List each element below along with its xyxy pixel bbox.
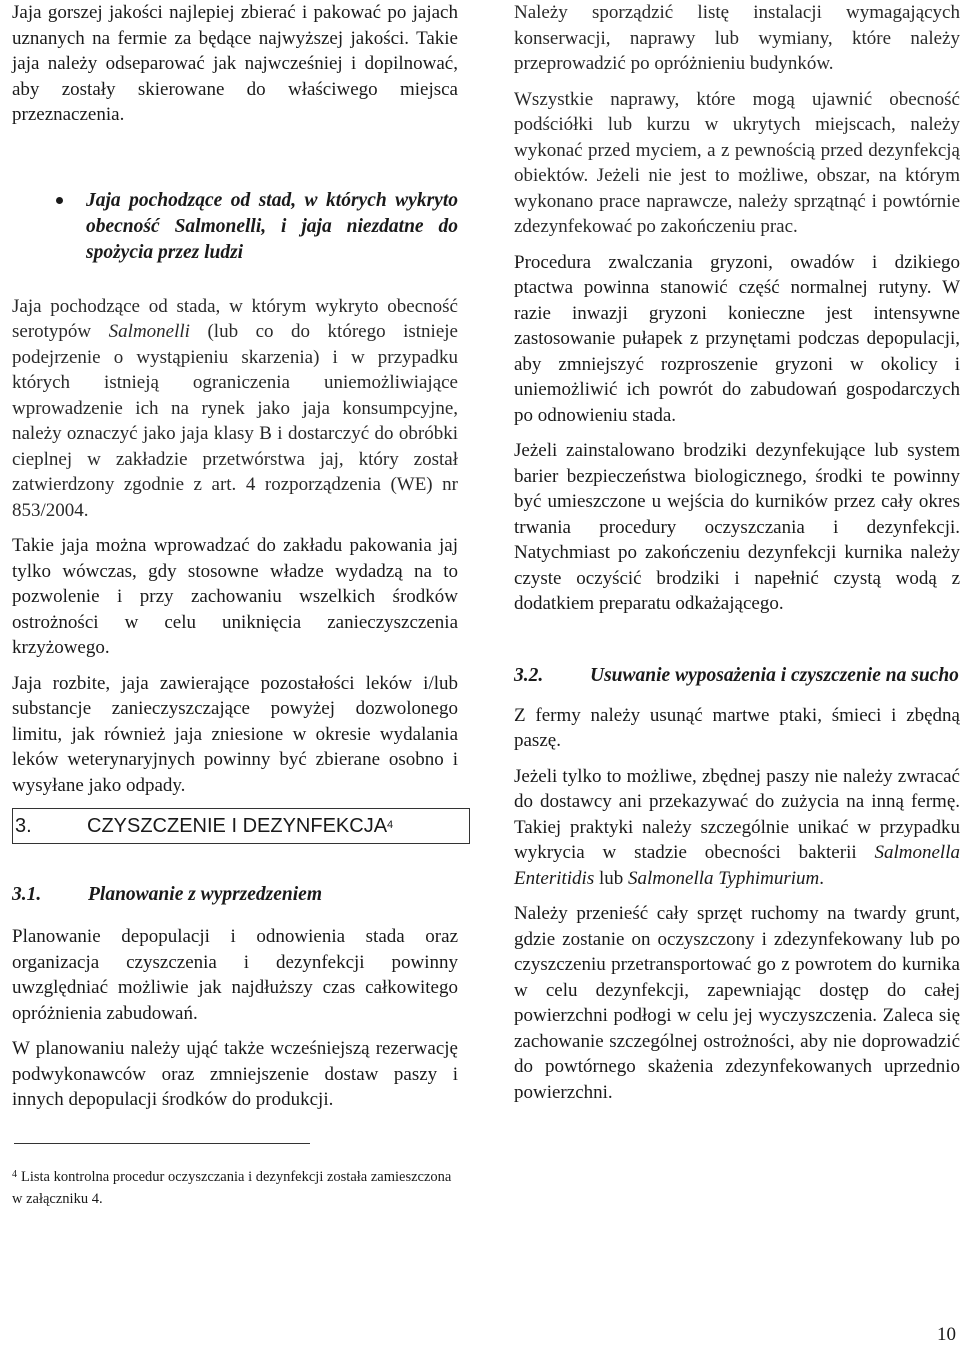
section-number: 3. — [15, 815, 32, 837]
footnote-number: 4 — [12, 1168, 17, 1180]
text-run: Jeżeli tylko to możliwe, zbędnej paszy nie należy zwracać do dostawcy ani przekazywać do zużycia na inną fermę. Takiej praktyki należy szczególnie unikać w przypadku wykrycia w stadzie obecności bakterii — [514, 765, 960, 863]
section-title: CZYSZCZENIE I DEZYNFEKCJA — [87, 815, 388, 837]
footnote-ref: 4 — [387, 819, 394, 831]
paragraph-broken-eggs: Jaja rozbite, jaja zawierające pozostałości leków i/lub substancje zanieczyszczające powyżej dozwolonego limitu, jak również jaja zniesione w okresie wydalania leków weterynaryjnych powinny być zbierane osobno i wysyłane jako odpady. — [12, 672, 458, 796]
subsection-heading-3-2 — [514, 663, 960, 689]
subsection-number: 3.1. — [12, 884, 42, 905]
bullet-heading — [12, 188, 458, 266]
bullet-dot-icon — [56, 197, 63, 204]
paragraph-rodents: Procedura zwalczania gryzoni, owadów i dzikiego ptactwa powinna stanowić część normalnej rutyny. W razie inwazji gryzoni konieczne jest intensywne zastosowanie pułapek z przynętami podczas depopulacji, aby zmniejszyć rozproszenie gryzoni w okolicy i uniemożliwić ich powrót do zabudowań gospodarczych po odnowieniu stada. — [514, 251, 960, 426]
paragraph-equipment: Należy przenieść cały sprzęt ruchomy na twardy grunt, gdzie zostanie on oczyszczony i zdezynfekowany lub po czyszczeniu przetransportować go z powrotem do kurnika w celu dezynfekcji, zapewniając dostęp do całej powierzchni podłogi w celu jej wyczyszczenia. Zaleca się zachowanie szczególnej ostrożności, aby nie doprowadzić do powtórnego skażenia zdezynfekowanych uprzednio powierzchni. — [514, 903, 960, 1103]
paragraph-remove: Z fermy należy usunąć martwe ptaki, śmieci i zbędną paszę. — [514, 704, 960, 751]
text-run: lub — [594, 867, 629, 889]
page-number: 10 — [937, 1324, 956, 1345]
paragraph-feed — [514, 764, 960, 892]
subsection-heading-3-1 — [12, 882, 458, 908]
footnote — [12, 1166, 458, 1210]
footnote-divider — [14, 1143, 310, 1144]
subsection-title: Planowanie z wyprzedzeniem — [88, 884, 323, 905]
paragraph-footbath: Jeżeli zainstalowano brodziki dezynfekujące lub system barier bezpieczeństwa biologicznego, środki te powinny być umieszczone u wejścia do kurników przez cały okres trwania procedury oczyszczania i dezynfekcji. Natychmiast po zakończeniu dezynfekcji kurnika należy czyste oczyścić brodziki i napełnić czystą wodą z dodatkiem preparatu odkażającego. — [514, 440, 960, 614]
italic-term: Salmonella Typhimurium — [628, 867, 820, 889]
paragraph-salmonella — [12, 294, 458, 524]
text-run: . — [819, 867, 824, 889]
subsection-number: 3.2. — [514, 664, 544, 686]
right-column — [514, 0, 960, 1115]
text-run: (lub co do którego istnieje podejrzenie o wystąpieniu skarzenia) i w przypadku których istnieją ograniczenia uniemożliwiające wprowadzenie ich na rynek jako jaja konsumpcyjne, należy oznaczyć jako jaja klasy B i dostarczyć do obróbki cieplnej w zakładzie przetwórstwa jaj, który został zatwierdzony zgodnie z art. 4 rozporządzenia (WE) nr 853/2004. — [12, 321, 458, 521]
section-heading-box — [12, 808, 470, 844]
paragraph-planning: Planowanie depopulacji i odnowienia stada oraz organizacja czyszczenia i dezynfekcji powinny uwzględniać możliwie jak najdłuższy czas całkowitego opróżnienia zabudowań. — [12, 926, 458, 1024]
italic-term: Salmonella Enteritidis — [514, 842, 960, 889]
paragraph-install-list: Należy sporządzić listę instalacji wymagających konserwacji, naprawy lub wymiany, które należy przeprowadzić po opróżnieniu budynków. — [514, 2, 960, 74]
paragraph-intro: Jaja gorszej jakości najlepiej zbierać i pakować po jajach uznanych na fermie za będące najwyższej jakości. Takie jaja należy odseparować jak najwcześniej i dopilnować, aby zostały skierowane do właściwego miejsca przeznaczenia. — [12, 2, 458, 125]
paragraph-reservation: W planowaniu należy ująć także wcześniejszą rezerwację podwykonawców oraz zmniejszenie dostaw paszy i innych depopulacji środków do produkcji. — [12, 1038, 458, 1110]
text-run: Jaja pochodzące od stada, w którym wykryto obecność serotypów — [12, 295, 458, 342]
left-column — [12, 0, 458, 1210]
italic-term: Salmonelli — [108, 321, 190, 342]
paragraph-repairs: Wszystkie naprawy, które mogą ujawnić obecność podściółki lub kurzu w ukrytych miejscach, należy wykonać przed myciem, a z pewnością przed dezynfekcją obiektów. Jeżeli nie jest to możliwe, obszar, na którym wykonano prace naprawcze, należy sprzątnąć i powtórnie zdezynfekować po zakończeniu prac. — [514, 88, 960, 237]
paragraph-packing: Takie jaja można wprowadzać do zakładu pakowania jaj tylko wówczas, gdy stosowne władze wydadzą na to pozwolenie i przy zachowaniu wszelkich środków ostrożności w celu uniknięcia zanieczyszczenia krzyżowego. — [12, 535, 458, 658]
bullet-heading-text: Jaja pochodzące od stad, w których wykryto obecność Salmonelli, i jaja niezdatne do spożycia przez ludzi — [86, 189, 458, 263]
subsection-title: Usuwanie wyposażenia i czyszczenie na sucho — [590, 664, 959, 686]
footnote-text: Lista kontrolna procedur oczyszczania i dezynfekcji została zamieszczona w załączniku 4. — [12, 1168, 452, 1207]
